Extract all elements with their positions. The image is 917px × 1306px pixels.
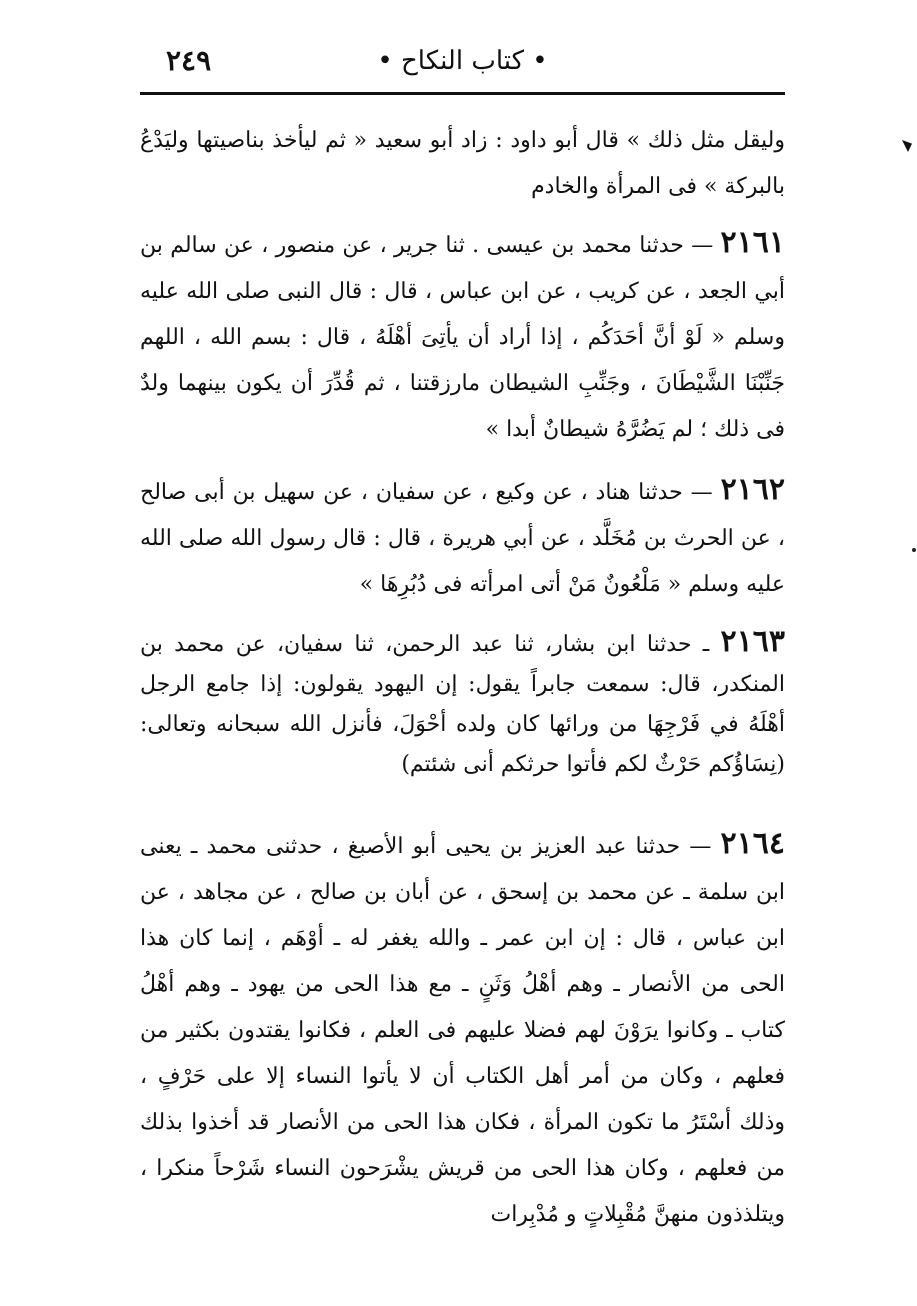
page-header bbox=[140, 42, 785, 90]
hadith-number: ٢١٦١ bbox=[720, 225, 785, 260]
paragraph-continuation bbox=[140, 118, 785, 210]
hadith-text: — حدثنا محمد بن عيسى . ثنا جرير ، عن منصور ، عن سالم بن أبي الجعد ، عن كريب ، عن ابن عباس ، قال : قال النبى صلى الله عليه وسلم « لَوْ أنَّ أحَدَكُم ، إذا أراد أن يأتِىَ أهْلَهُ ، قال : بسم الله ، اللهم جَنِّبْنَا الشَّيْطَانَ ، وجَنِّبِ الشيطان مارزقتنا ، ثم قُدِّرَ أن يكون بينهما ولدٌ فى ذلك ؛ لم يَضُرَّهُ شيطانٌ أبدا » bbox=[140, 233, 785, 442]
hadith-number: ٢١٦٣ bbox=[720, 624, 785, 659]
chapter-title: • كتاب النكاح • bbox=[377, 46, 548, 76]
margin-mark bbox=[902, 140, 912, 152]
paragraph-text: وليقل مثل ذلك » قال أبو داود : زاد أبو سعيد « ثم ليأخذ بناصيتها وليَدْعُ بالبركة » فى المرأة والخادم bbox=[140, 128, 785, 199]
hadith-text: — حدثنا عبد العزيز بن يحيى أبو الأصبغ ، حدثنى محمد ـ يعنى ابن سلمة ـ عن محمد بن إسحق ، عن أبان بن صالح ، عن مجاهد ، عن ابن عباس ، قال : إن ابن عمر ـ والله يغفر له ـ أوْهَم ، إنما كان هذا الحى من الأنصار ـ وهم أهْلُ وَثَنٍ ـ مع هذا الحى من يهود ـ وهم أهْلُ كتاب ـ وكانوا يرَوْنَ لهم فضلا عليهم فى العلم ، فكانوا يقتدون بكثير من فعلهم ، وكان من أمر أهل الكتاب أن لا يأتوا النساء إلا على حَرْفٍ ، وذلك أسْتَرُ ما تكون المرأة ، فكان هذا الحى من الأنصار قد أخذوا بذلك من فعلهم ، وكان هذا الحى من قريش يشْرَحون النساء شَرْحاً منكرا ، ويتلذذون منهنَّ مُقْبِلاتٍ و مُدْبِرات bbox=[140, 834, 785, 1227]
page-body bbox=[140, 118, 785, 1238]
hadith-number: ٢١٦٤ bbox=[720, 826, 785, 861]
hadith-2163 bbox=[140, 622, 785, 785]
hadith-text: ـ حدثنا ابن بشار، ثنا عبد الرحمن، ثنا سفيان، عن محمد بن المنكدر، قال: سمعت جابراً يقول: إن اليهود يقولون: إذا جامع الرجل أهْلَهُ في فَرْجِهَا من ورائها كان ولده أحْوَلَ، فأنزل الله سبحانه وتعالى: (نِسَاؤُكم حَرْثٌ لكم فأتوا حرثكم أنى شئتم) bbox=[140, 632, 785, 777]
hadith-2161 bbox=[140, 220, 785, 453]
hadith-2164 bbox=[140, 821, 785, 1238]
margin-dot bbox=[912, 548, 916, 552]
hadith-number: ٢١٦٢ bbox=[720, 472, 786, 507]
page-number: ٢٤٩ bbox=[166, 44, 212, 77]
hadith-text: — حدثنا هناد ، عن وكيع ، عن سفيان ، عن سهيل بن أبى صالح ، عن الحرث بن مُخَلَّد ، عن أبي هريرة ، قال : قال رسول الله صلى الله عليه وسلم « مَلْعُونٌ مَنْ أتى امرأته فى دُبُرِهَا » bbox=[140, 480, 785, 597]
header-rule bbox=[140, 92, 785, 95]
hadith-2162 bbox=[140, 467, 785, 608]
